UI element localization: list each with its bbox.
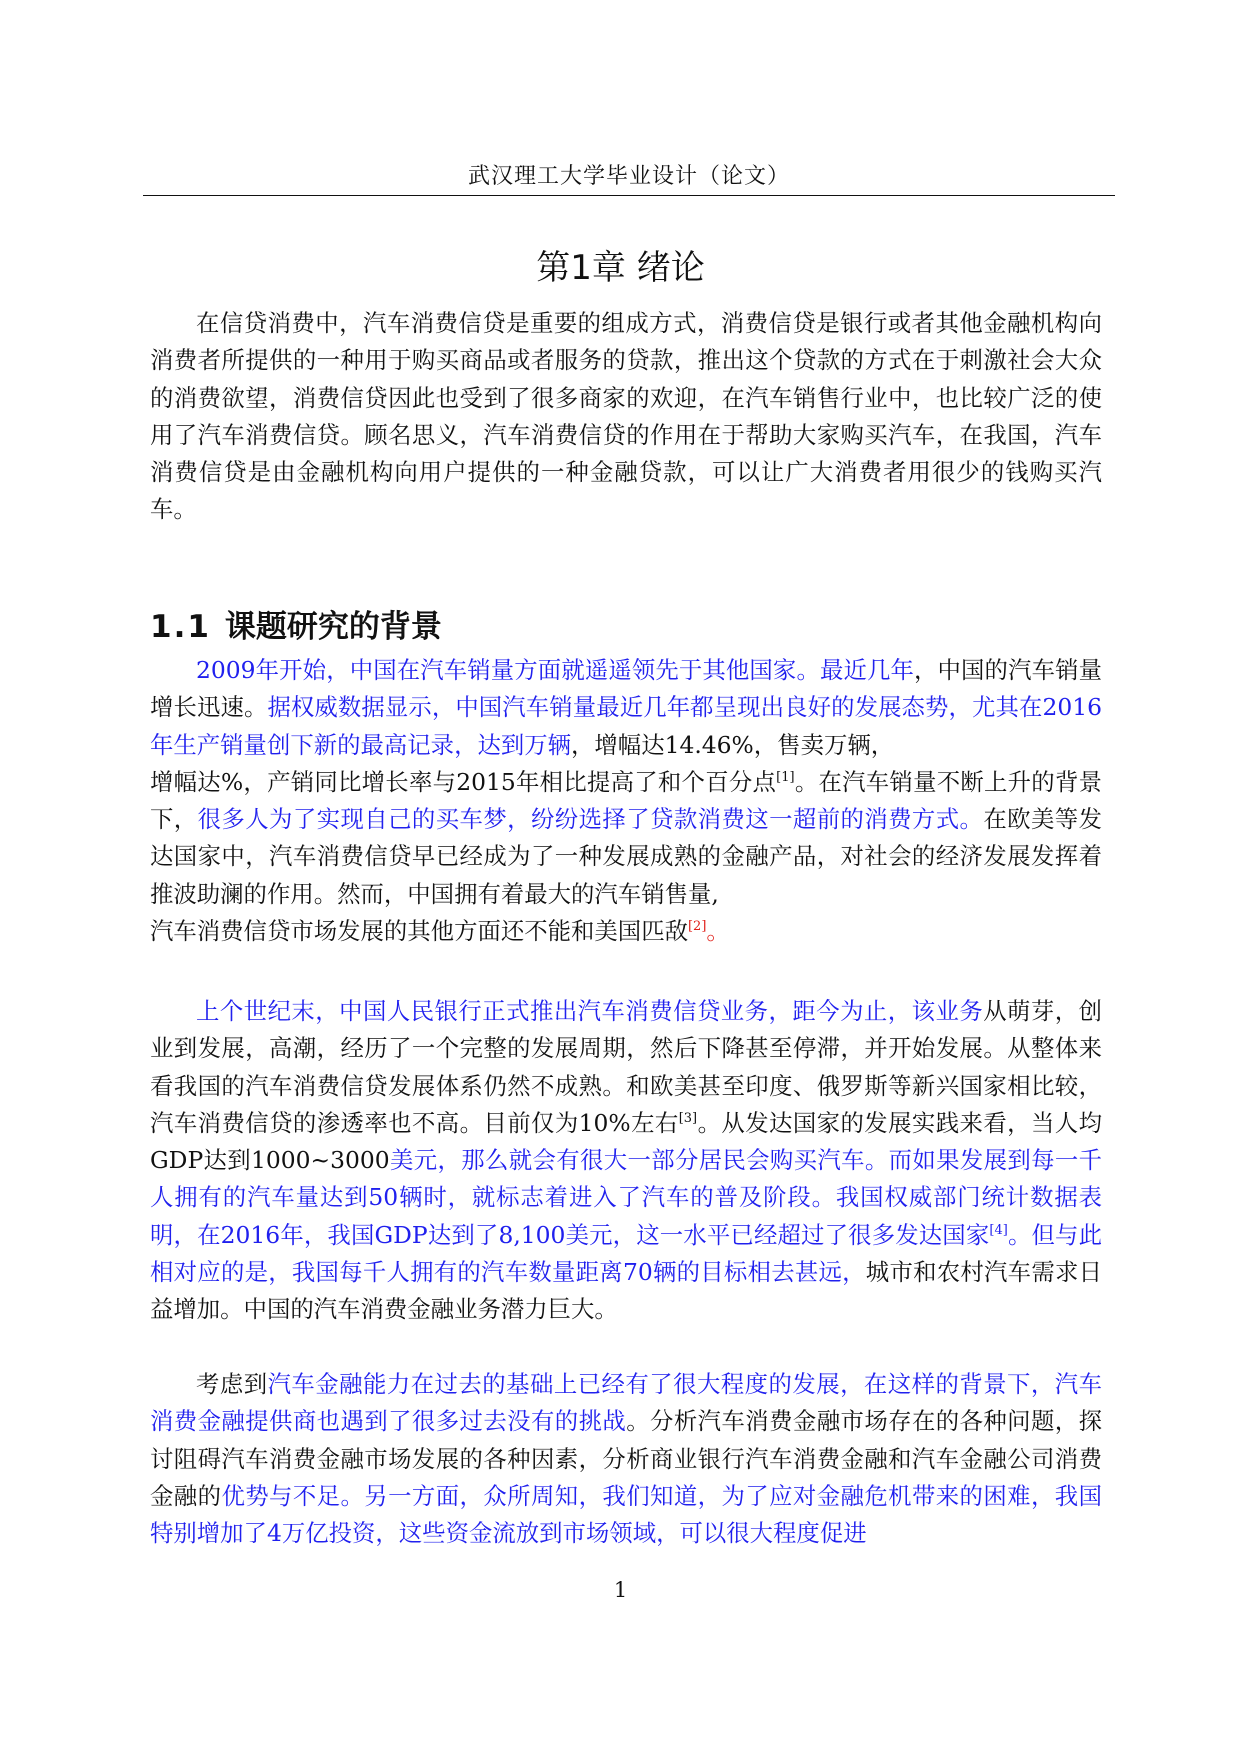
citation-4: [4] [989, 1222, 1008, 1238]
body-text: 考虑到 [196, 1370, 268, 1398]
body-text: 汽车消费信贷市场发展的其他方面还不能和美国匹敌 [150, 917, 688, 946]
citation-2: [2] [687, 919, 707, 935]
highlighted-text: 据权威数据显示，中国汽车销量最近几年都呈现出良好的发展态势，尤其在2016年生产销量创下新的最高记录，达到万辆 [150, 693, 1103, 759]
background-paragraph-2 [150, 993, 1102, 1329]
page-number: 1 [613, 1578, 628, 1602]
body-text: ，中国的汽车销量增长迅速。 [150, 656, 1102, 722]
body-text: 。在汽车销量不断上升的背景下， [150, 767, 1102, 834]
chapter-title: 第1章 绪论 [536, 247, 705, 288]
body-text: 城市和农村汽车需求日益增加。中国的汽车消费金融业务潜力巨大。 [150, 1258, 1103, 1324]
section-title: 课题研究的背景 [224, 608, 442, 645]
highlighted-text: 汽车金融能力在过去的基础上已经有了很大程度的发展，在这样的背景下，汽车消费金融提供商也遇到了很多过去没有的挑战 [150, 1370, 1103, 1436]
background-paragraph-3 [150, 1366, 1102, 1552]
highlighted-text: 很多人为了实现自己的买车梦，纷纷选择了贷款消费这一超前的消费方式。 [197, 805, 984, 834]
citation-3: [3] [678, 1110, 698, 1126]
highlighted-text: 。但与此相对应的是，我国每千人拥有的汽车数量距离70辆的目标相去甚远， [150, 1220, 1102, 1287]
body-text: 从萌芽，创业到发展，高潮，经历了一个完整的发展周期，然后下降甚至停滞，并开始发展。从整体来看我国的汽车消费信贷发展体系仍然不成熟。和欧美甚至印度、俄罗斯等新兴国家相比较，汽车消费信贷的渗透率也不高。目前仅为10%左右 [150, 997, 1103, 1137]
highlighted-text: 优势与不足。另一方面，众所周知，我们知道，为了应对金融危机带来的困难，我国特别增加了4万亿投资，这些资金流放到市场领域，可以很大程度促进 [150, 1481, 1103, 1548]
intro-paragraph: 在信贷消费中，汽车消费信贷是重要的组成方式，消费信贷是银行或者其他金融机构向消费者所提供的一种用于购买商品或者服务的贷款，推出这个贷款的方式在于刺激社会大众的消费欲望，消费信贷因此也受到了很多商家的欢迎，在汽车销售行业中，也比较广泛的使用了汽车消费信贷。顾名思义，汽车消费信贷的作用在于帮助大家购买汽车，在我国，汽车消费信贷是由金融机构向用户提供的一种金融贷款，可以让广大消费者用很少的钱购买汽车。 [150, 309, 1102, 524]
background-paragraph-1 [150, 652, 1102, 950]
highlighted-text: 2009年开始，中国在汽车销量方面就遥遥领先于其他国家。最近几年 [196, 656, 915, 684]
section-heading [150, 606, 1050, 648]
body-text: 。从发达国家的发展实践来看，当人均GDP达到1000~3000 [150, 1108, 1102, 1175]
running-header: 武汉理工大学毕业设计（论文） [467, 164, 790, 189]
highlighted-text: 美元，那么就会有很大一部分居民会购买汽车。而如果发展到每一千人拥有的汽车量达到50辆时，就标志着进入了汽车的普及阶段。我国权威部门统计数据表明，在2016年，我国GDP达到了8,100美元，这一水平已经超过了很多发达国家 [150, 1146, 1102, 1249]
body-text: 在欧美等发达国家中，汽车消费信贷早已经成为了一种发展成熟的金融产品，对社会的经济发展发挥着推波助澜的作用。然而，中国拥有着最大的汽车销售量, [150, 805, 1103, 908]
body-text: 。 [706, 917, 730, 946]
body-text: 增幅达%，产销同比增长率与2015年相比提高了和个百分点 [150, 767, 777, 796]
section-number: 1.1 [150, 608, 211, 645]
highlighted-text: 上个世纪末，中国人民银行正式推出汽车消费信贷业务，距今为止，该业务 [196, 997, 984, 1025]
body-text: ，增幅达14.46%，售卖万辆， [571, 730, 895, 759]
body-text: 。分析汽车消费金融市场存在的各种问题，探讨阻碍汽车消费金融市场发展的各种因素，分析商业银行汽车消费金融和汽车金融公司消费金融的 [150, 1407, 1103, 1510]
citation-1: [1] [776, 769, 795, 785]
header-rule [143, 195, 1115, 196]
